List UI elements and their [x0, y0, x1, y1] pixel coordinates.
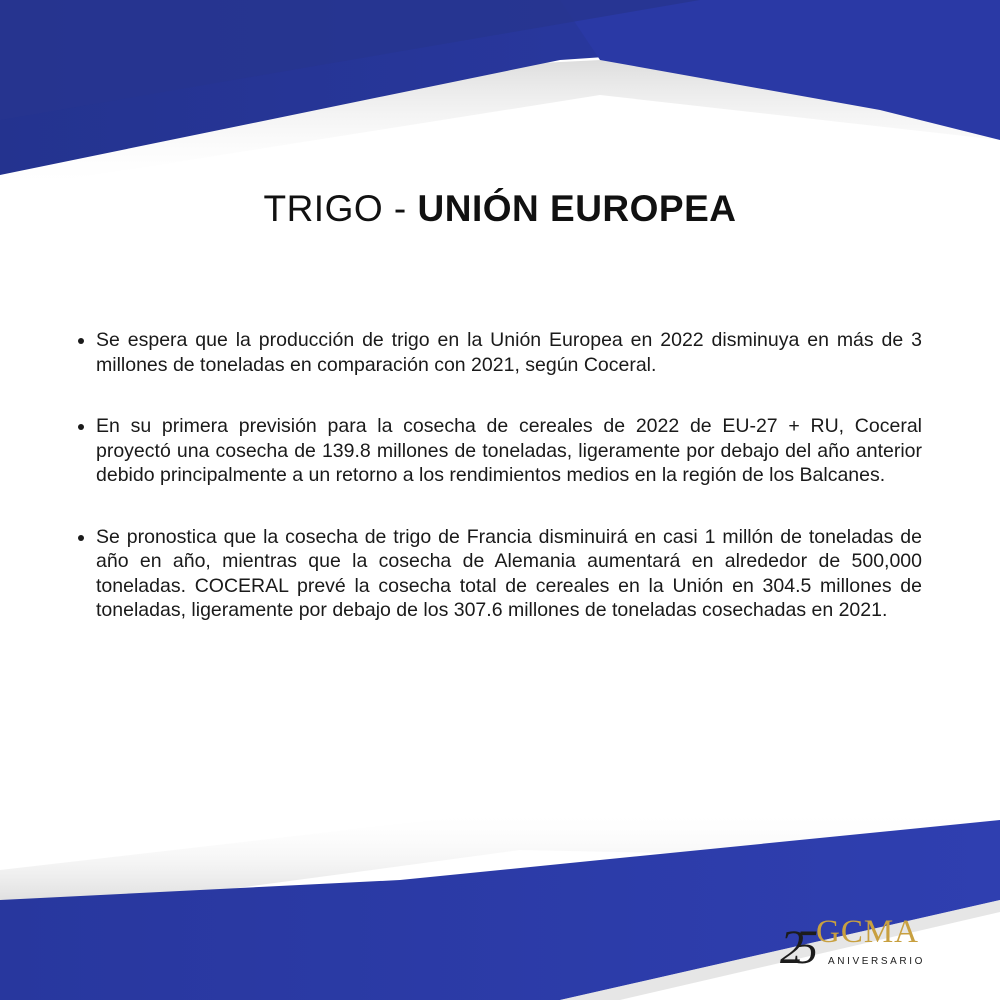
logo-number: 25 [780, 921, 808, 974]
bullet-item-1: Se espera que la producción de trigo en la Unión Europea en 2022 disminuya en más de 3 millones de toneladas en comparación con 2021, según Coceral. [78, 328, 922, 377]
bullet-list [78, 328, 922, 660]
title-light: TRIGO - [263, 188, 418, 229]
logo-brand: GCMA [816, 914, 920, 950]
bullet-item-2: En su primera previsión para la cosecha de cereales de 2022 de EU-27 + RU, Coceral proyectó una cosecha de 139.8 millones de toneladas, ligeramente por debajo del año anterior debido principalmente a un retorno a los rendimientos medios en la región de los Balcanes. [78, 414, 922, 488]
page-title [0, 188, 1000, 230]
title-bold: UNIÓN EUROPEA [417, 188, 737, 229]
logo-subtitle: ANIVERSARIO [828, 956, 925, 967]
gcma-logo [780, 914, 940, 978]
bullet-item-3: Se pronostica que la cosecha de trigo de Francia disminuirá en casi 1 millón de toneladas de año en año, mientras que la cosecha de Alemania aumentará en alrededor de 500,000 toneladas. COCERAL prevé la cosecha total de cereales en la Unión en 304.5 millones de toneladas, ligeramente por debajo de los 307.6 millones de toneladas cosechadas en 2021. [78, 525, 922, 623]
